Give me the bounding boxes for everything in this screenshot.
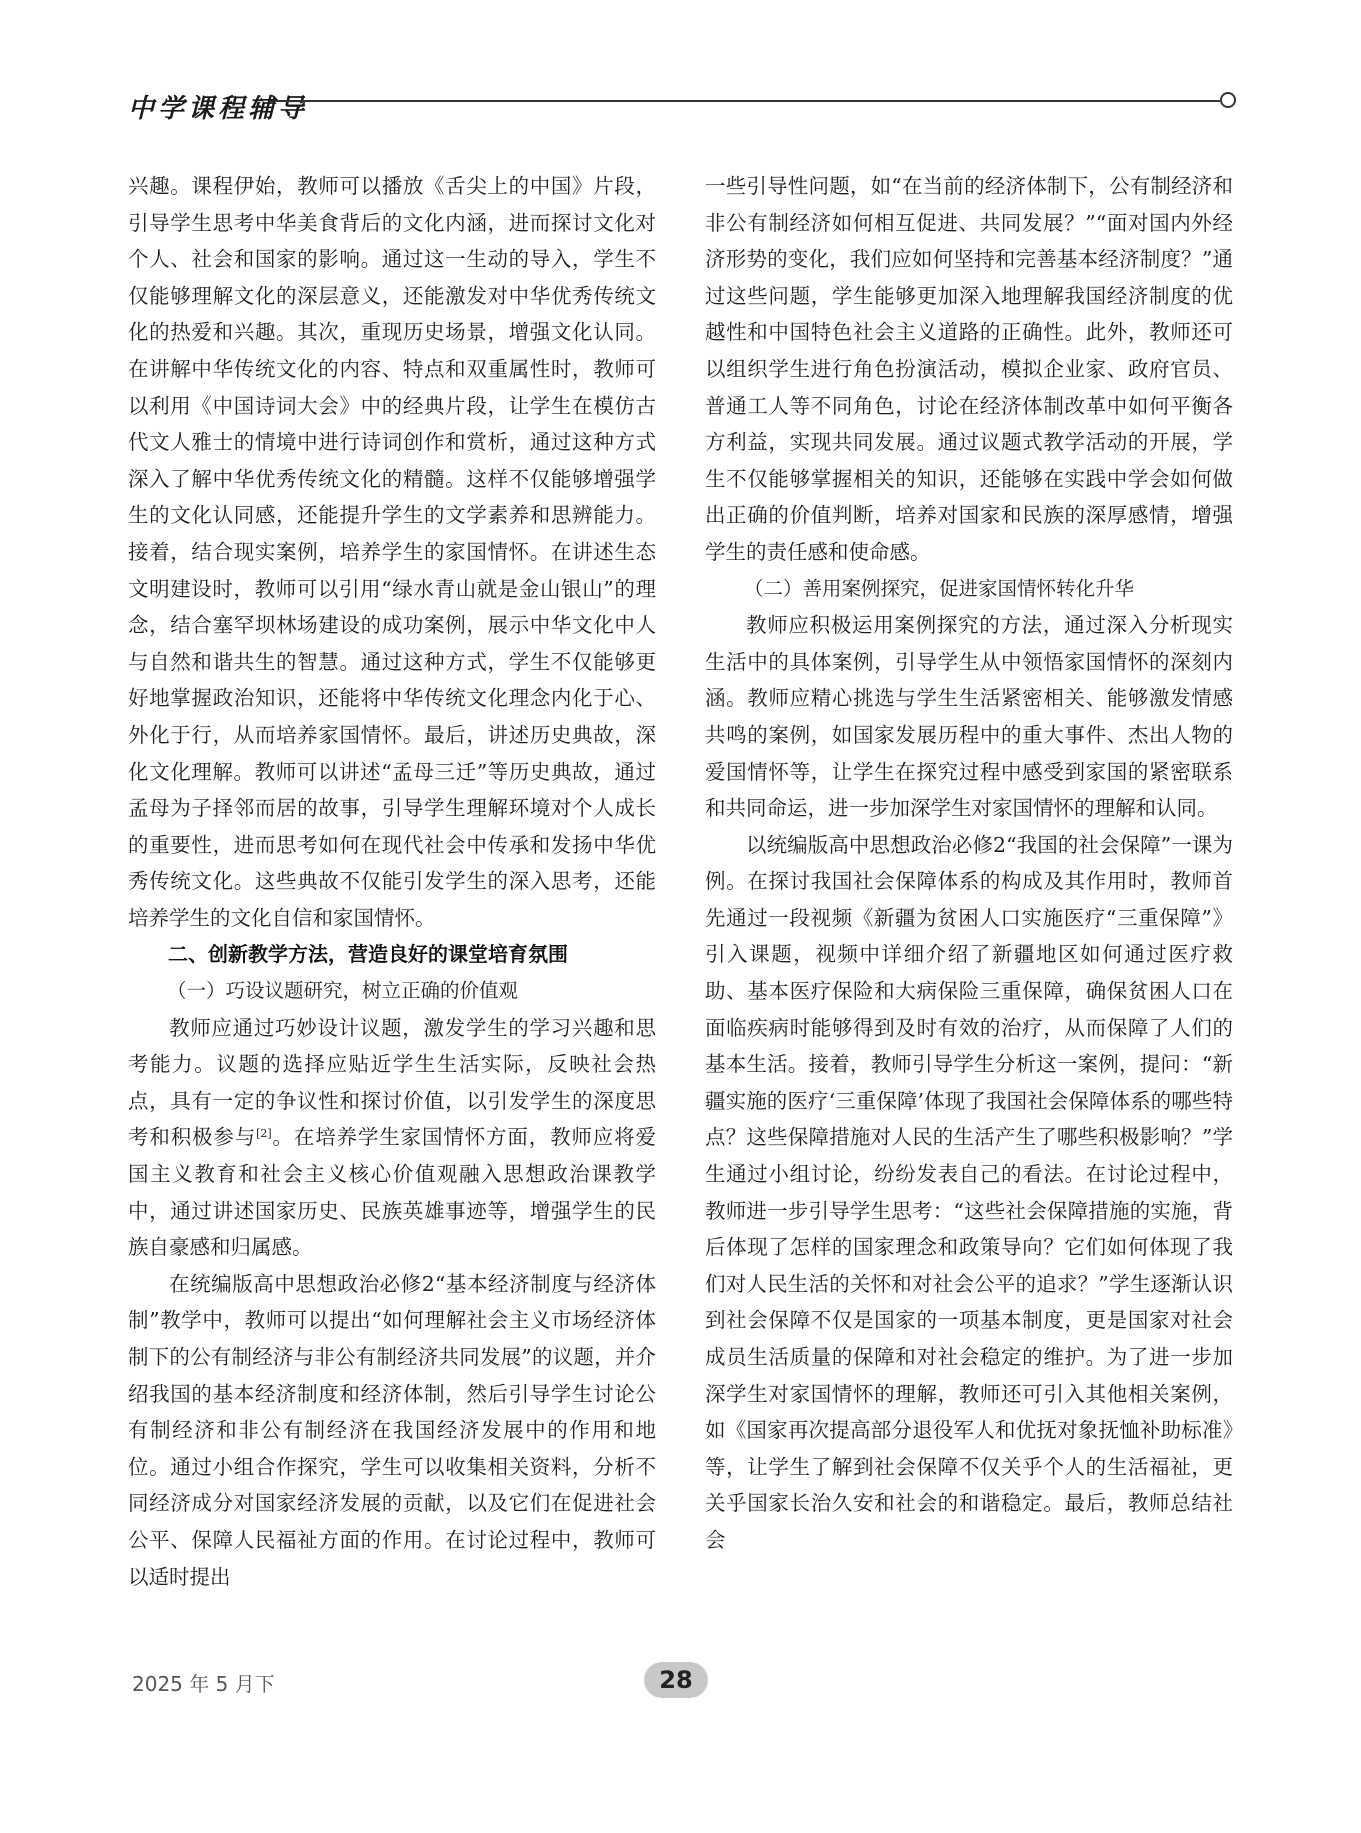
paragraph: 在统编版高中思想政治必修2“基本经济制度与经济体制”教学中，教师可以提出“如何理解社会主义市场经济体制下的公有制经济与非公有制经济共同发展”的议题，并介绍我国的基本经济制度和经济体制，然后引导学生讨论公有制经济和非公有制经济在我国经济发展中的作用和地位。通过小组合作探究，学生可以收集相关资料，分析不同经济成分对国家经济发展的贡献，以及它们在促进社会公平、保障人民福祉方面的作用。在讨论过程中，教师可以适时提出 bbox=[128, 1271, 656, 1589]
issue-date: 2025 年 5 月下 bbox=[132, 1672, 275, 1696]
paragraph-continued: 一些引导性问题，如“在当前的经济体制下，公有制经济和非公有制经济如何相互促进、共同发展？”“面对国内外经济形势的变化，我们应如何坚持和完善基本经济制度？”通过这些问题，学生能够更加深入地理解我国经济制度的优越性和中国特色社会主义道路的正确性。此外，教师还可以组织学生进行角色扮演活动，模拟企业家、政府官员、普通工人等不同角色，讨论在经济体制改革中如何平衡各方利益，实现共同发展。通过议题式教学活动的开展，学生不仅能够掌握相关的知识，还能够在实践中学会如何做出正确的价值判断，培养对国家和民族的深厚感情，增强学生的责任感和使命感。 bbox=[705, 174, 1233, 564]
paragraph bbox=[128, 1010, 656, 1266]
subheading: （一）巧设议题研究，树立正确的价值观 bbox=[167, 979, 519, 1003]
header-circle-ornament bbox=[1220, 92, 1236, 108]
running-header bbox=[128, 86, 1236, 126]
header-rule bbox=[270, 100, 1220, 102]
paragraph-continued: 兴趣。课程伊始，教师可以播放《舌尖上的中国》片段，引导学生思考中华美食背后的文化内涵，进而探讨文化对个人、社会和国家的影响。通过这一生动的导入，学生不仅能够理解文化的深层意义，还能激发对中华优秀传统文化的热爱和兴趣。其次，重现历史场景，增强文化认同。在讲解中华传统文化的内容、特点和双重属性时，教师可以利用《中国诗词大会》中的经典片段，让学生在模仿古代文人雅士的情境中进行诗词创作和赏析，通过这种方式深入了解中华优秀传统文化的精髓。这样不仅能够增强学生的文化认同感，还能提升学生的文学素养和思辨能力。接着，结合现实案例，培养学生的家国情怀。在讲述生态文明建设时，教师可以引用“绿水青山就是金山银山”的理念，结合塞罕坝林场建设的成功案例，展示中华文化中人与自然和谐共生的智慧。通过这种方式，学生不仅能够更好地掌握政治知识，还能将中华传统文化理念内化于心、外化于行，从而培养家国情怀。最后，讲述历史典故，深化文化理解。教师可以讲述“孟母三迁”等历史典故，通过孟母为子择邻而居的故事，引导学生理解环境对个人成长的重要性，进而思考如何在现代社会中传承和发扬中华优秀传统文化。这些典故不仅能引发学生的深入思考，还能培养学生的文化自信和家国情怀。 bbox=[128, 174, 656, 930]
page-number: 28 bbox=[644, 1662, 708, 1698]
journal-title: 中学课程辅导 bbox=[128, 94, 309, 124]
paragraph-text: 教师应通过巧妙设计议题，激发学生的学习兴趣和思考能力。议题的选择应贴近学生生活实际，反映社会热点，具有一定的争议性和探讨价值，以引发学生的深度思考和积极参与 bbox=[128, 1015, 656, 1150]
paragraph-text: 。在培养学生家国情怀方面，教师应将爱国主义教育和社会主义核心价值观融入思想政治课教学中，通过讲述国家历史、民族英雄事迹等，增强学生的民族自豪感和归属感。 bbox=[128, 1125, 656, 1260]
right-column bbox=[705, 168, 1233, 1668]
paragraph: 以统编版高中思想政治必修2“我国的社会保障”一课为例。在探讨我国社会保障体系的构成及其作用时，教师首先通过一段视频《新疆为贫困人口实施医疗“三重保障”》引入课题，视频中详细介绍了新疆地区如何通过医疗救助、基本医疗保险和大病保险三重保障，确保贫困人口在面临疾病时能够得到及时有效的治疗，从而保障了人们的基本生活。接着，教师引导学生分析这一案例，提问：“新疆实施的医疗‘三重保障’体现了我国社会保障体系的哪些特点？这些保障措施对人民的生活产生了哪些积极影响？”学生通过小组讨论，纷纷发表自己的看法。在讨论过程中，教师进一步引导学生思考：“这些社会保障措施的实施，背后体现了怎样的国家理念和政策导向？它们如何体现了我们对人民生活的关怀和对社会公平的追求？”学生逐渐认识到社会保障不仅是国家的一项基本制度，更是国家对社会成员生活质量的保障和对社会稳定的维护。为了进一步加深学生对家国情怀的理解，教师还可引入其他相关案例，如《国家再次提高部分退役军人和优抚对象抚恤补助标准》等，让学生了解到社会保障不仅关乎个人的生活福祉，更关乎国家长治久安和社会的和谐稳定。最后，教师总结社会 bbox=[705, 832, 1233, 1552]
section-heading: 二、创新教学方法，营造良好的课堂培育氛围 bbox=[168, 942, 568, 967]
left-column bbox=[128, 168, 656, 1668]
citation-ref: [2] bbox=[256, 1127, 272, 1141]
paragraph: 教师应积极运用案例探究的方法，通过深入分析现实生活中的具体案例，引导学生从中领悟家国情怀的深刻内涵。教师应精心挑选与学生生活紧密相关、能够激发情感共鸣的案例，如国家发展历程中的重大事件、杰出人物的爱国情怀等，让学生在探究过程中感受到家国的紧密联系和共同命运，进一步加深学生对家国情怀的理解和认同。 bbox=[705, 613, 1233, 821]
subheading: （二）善用案例探究，促进家国情怀转化升华 bbox=[744, 576, 1135, 600]
